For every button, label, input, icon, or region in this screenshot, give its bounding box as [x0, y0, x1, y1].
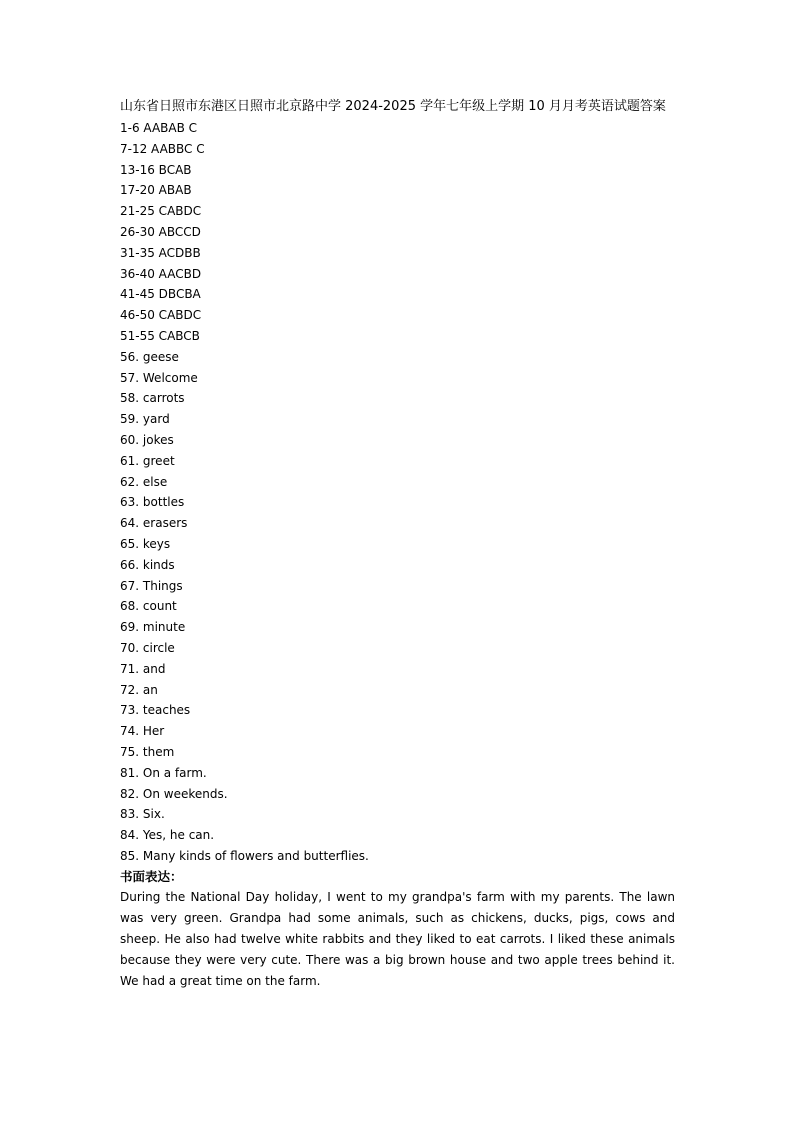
answer-item: 60. jokes — [120, 432, 174, 447]
answer-item: 68. count — [120, 599, 177, 614]
answer-item: 62. else — [120, 474, 168, 489]
answer-item: 21-25 CABDC — [120, 204, 202, 219]
answer-item: 59. yard — [120, 412, 170, 427]
writing-section-body: During the National Day holiday, I went to my grandpa's farm with my parents. The lawn was very green. Grandpa had some animals, such as chickens, ducks, pigs, cows and sheep. He also had twelve white rabbits and they liked to eat carrots. I liked these animals because they were very cute. There was a big brown house and two apple trees behind it. We had a great time on the farm. — [120, 890, 675, 989]
answer-item: 17-20 ABAB — [120, 183, 192, 198]
answer-item: 69. minute — [120, 620, 186, 635]
answer-item: 46-50 CABDC — [120, 308, 202, 323]
answer-item: 26-30 ABCCD — [120, 224, 201, 239]
answer-item: 82. On weekends. — [120, 786, 228, 801]
answer-item: 41-45 DBCBA — [120, 287, 201, 302]
answer-item: 7-12 AABBC C — [120, 141, 205, 156]
answer-sheet-page — [120, 96, 675, 992]
answer-item: 71. and — [120, 661, 166, 676]
document-title: 山东省日照市东港区日照市北京路中学 2024-2025 学年七年级上学期 10 月月考英语试题答案 — [120, 99, 666, 114]
answer-item: 1-6 AABAB C — [120, 121, 198, 135]
answer-item: 85. Many kinds of flowers and butterflies. — [120, 848, 369, 863]
answer-item: 36-40 AACBD — [120, 266, 202, 281]
answer-item: 64. erasers — [120, 516, 188, 531]
answer-item: 63. bottles — [120, 495, 185, 510]
writing-section-heading: 书面表达： — [120, 868, 183, 884]
answer-item: 65. keys — [120, 536, 171, 551]
answer-item: 58. carrots — [120, 391, 185, 406]
answer-item: 70. circle — [120, 640, 175, 655]
answer-item: 67. Things — [120, 578, 183, 593]
answer-item: 31-35 ACDBB — [120, 245, 201, 260]
answer-item: 81. On a farm. — [120, 765, 207, 780]
answer-item: 84. Yes, he can. — [120, 828, 215, 843]
answer-item: 75. them — [120, 744, 175, 759]
answer-item: 73. teaches — [120, 703, 191, 718]
answer-item: 74. Her — [120, 724, 165, 739]
answer-item: 72. an — [120, 682, 158, 697]
answer-item: 61. greet — [120, 453, 175, 468]
answer-item: 83. Six. — [120, 807, 165, 822]
answer-item: 51-55 CABCB — [120, 328, 200, 343]
answer-item: 57. Welcome — [120, 370, 198, 385]
answer-list — [120, 118, 675, 867]
answer-item: 13-16 BCAB — [120, 162, 192, 177]
answer-item: 56. geese — [120, 349, 179, 364]
answer-item: 66. kinds — [120, 557, 175, 572]
